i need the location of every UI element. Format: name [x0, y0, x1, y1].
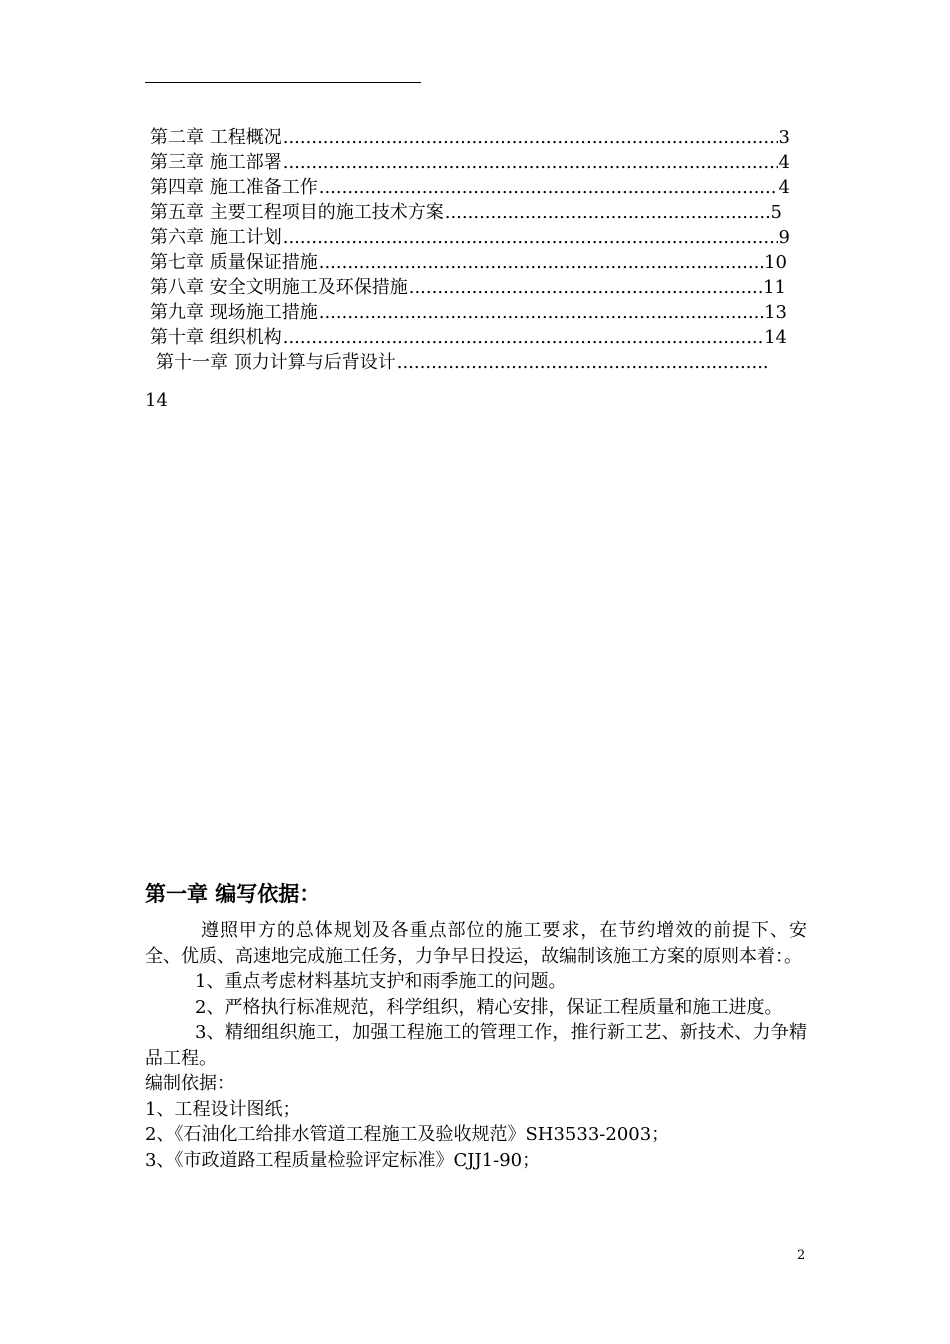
toc-entry-title: 第三章 施工部署	[150, 152, 282, 173]
toc-leader-dots	[319, 175, 778, 200]
toc-entry-page: 10	[764, 252, 787, 273]
toc-entry-title: 第七章 质量保证措施	[150, 252, 318, 273]
toc-entry-page: 3	[778, 127, 790, 148]
toc-entry-title: 第九章 现场施工措施	[150, 302, 318, 323]
toc-entry-page: 14	[145, 390, 168, 411]
toc-entry[interactable]	[150, 125, 790, 150]
toc-entry-title: 第十一章 顶力计算与后背设计	[156, 352, 396, 373]
toc-leader-dots	[283, 125, 778, 150]
toc-entry[interactable]	[150, 200, 782, 225]
toc-entry-page: 4	[778, 177, 790, 198]
principle-item: 1、重点考虑材料基坑支护和雨季施工的问题。	[195, 971, 567, 992]
toc-leader-dots	[319, 250, 763, 275]
toc-entry[interactable]	[150, 175, 790, 200]
toc-entry[interactable]	[150, 325, 787, 350]
toc-entry-page: 11	[763, 277, 786, 298]
toc-entry-title: 第十章 组织机构	[150, 327, 282, 348]
basis-item: 3、《市政道路工程质量检验评定标准》CJJ1-90；	[145, 1149, 541, 1171]
page-number: 2	[797, 1248, 806, 1263]
basis-item: 2、《石油化工给排水管道工程施工及验收规范》SH3533-2003；	[145, 1124, 670, 1145]
toc-entry-page: 14	[764, 327, 787, 348]
toc-leader-dots	[319, 300, 763, 325]
toc-entry-page: 4	[778, 152, 790, 173]
toc-leader-dots	[397, 350, 769, 375]
toc-entry-page: 5	[770, 202, 782, 223]
toc-entry-title: 第五章 主要工程项目的施工技术方案	[150, 202, 444, 223]
principle-item: 3、精细组织施工，加强工程施工的管理工作，推行新工艺、新技术、力争精品工程。	[145, 1022, 807, 1069]
toc-entry-page: 9	[778, 227, 790, 248]
table-of-contents	[150, 125, 790, 375]
principle-item: 2、严格执行标准规范，科学组织，精心安排，保证工程质量和施工进度。	[195, 996, 783, 1018]
toc-leader-dots	[283, 325, 763, 350]
toc-entry-title: 第四章 施工准备工作	[150, 177, 318, 198]
toc-leader-dots	[283, 225, 778, 250]
toc-entry-title: 第八章 安全文明施工及环保措施	[150, 277, 408, 298]
toc-entry[interactable]	[150, 300, 787, 325]
basis-item: 1、工程设计图纸；	[145, 1098, 301, 1120]
basis-label: 编制依据：	[145, 1073, 235, 1094]
toc-entry[interactable]	[150, 250, 787, 275]
toc-leader-dots	[445, 200, 770, 225]
header-rule	[145, 82, 421, 83]
toc-entry[interactable]	[150, 275, 786, 300]
toc-entry-title: 第二章 工程概况	[150, 127, 282, 148]
toc-entry-title: 第六章 施工计划	[150, 227, 282, 248]
chapter-heading: 第一章 编写依据：	[145, 881, 321, 906]
toc-entry-page: 13	[764, 302, 787, 323]
toc-entry[interactable]	[150, 225, 790, 250]
intro-paragraph: 遵照甲方的总体规划及各重点部位的施工要求，在节约增效的前提下、安全、优质、高速地完成施工任务，力争早日投运，故编制该施工方案的原则本着：。	[145, 920, 807, 967]
toc-entry[interactable]	[150, 350, 770, 375]
chapter-body	[145, 918, 807, 1173]
toc-leader-dots	[409, 275, 762, 300]
toc-entry[interactable]	[150, 150, 790, 175]
toc-leader-dots	[283, 150, 778, 175]
